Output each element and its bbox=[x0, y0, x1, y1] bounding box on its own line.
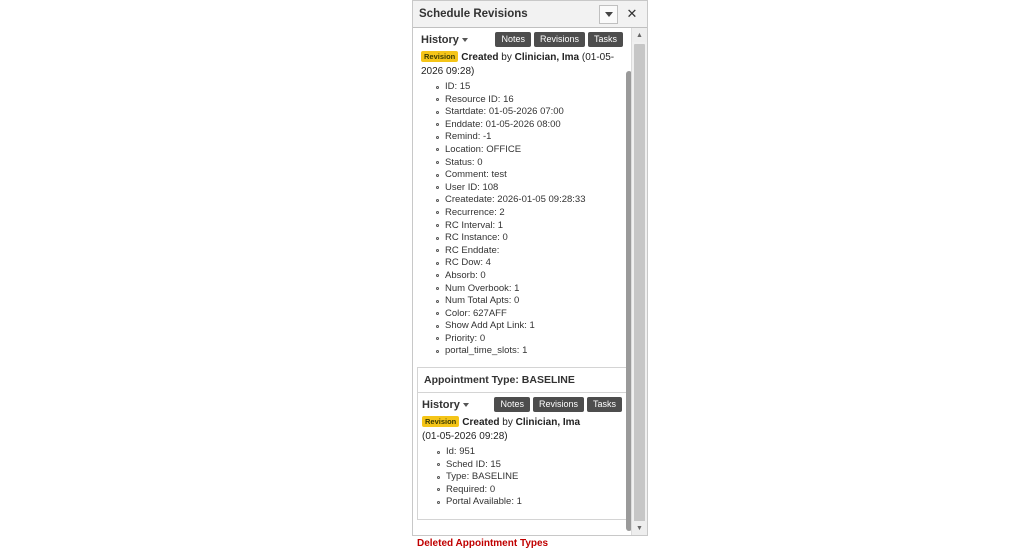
history-buttons-schedule bbox=[495, 32, 623, 47]
history-label-appointment[interactable] bbox=[422, 399, 494, 411]
revisions-button[interactable]: Revisions bbox=[534, 32, 585, 47]
close-icon[interactable]: ✕ bbox=[626, 6, 638, 21]
list-item: Resource ID: 16 bbox=[445, 94, 627, 107]
list-item: Show Add Apt Link: 1 bbox=[445, 320, 627, 333]
history-label-schedule[interactable] bbox=[421, 34, 495, 46]
list-item: Recurrence: 2 bbox=[445, 207, 627, 220]
list-item: RC Enddate: bbox=[445, 245, 627, 258]
history-toolbar-schedule bbox=[417, 28, 627, 49]
list-item: Createdate: 2026-01-05 09:28:33 bbox=[445, 194, 627, 207]
list-item: Remind: -1 bbox=[445, 131, 627, 144]
list-item: Required: 0 bbox=[446, 484, 626, 497]
revision-by-text: by bbox=[498, 52, 515, 63]
appointment-field-list bbox=[418, 446, 626, 509]
schedule-field-list bbox=[417, 81, 627, 358]
notes-button[interactable]: Notes bbox=[495, 32, 531, 47]
list-item: Num Overbook: 1 bbox=[445, 283, 627, 296]
list-item: Status: 0 bbox=[445, 157, 627, 170]
list-item: Enddate: 01-05-2026 08:00 bbox=[445, 119, 627, 132]
appointment-type-header: Appointment Type: BASELINE bbox=[417, 367, 627, 392]
list-item: Num Total Apts: 0 bbox=[445, 295, 627, 308]
revision-date: (01-05-2026 09:28) bbox=[421, 52, 615, 77]
tasks-button[interactable]: Tasks bbox=[588, 32, 623, 47]
revisions-button[interactable]: Revisions bbox=[533, 397, 584, 412]
list-item: ID: 15 bbox=[445, 81, 627, 94]
panel-titlebar bbox=[413, 1, 647, 28]
panel-scrollbar-thumb[interactable] bbox=[634, 44, 645, 524]
scroll-up-arrow-icon[interactable]: ▲ bbox=[632, 28, 647, 42]
revision-action: Created bbox=[461, 52, 499, 63]
appointment-type-card bbox=[417, 392, 627, 520]
status-badge: Revision bbox=[422, 416, 459, 427]
list-item: portal_time_slots: 1 bbox=[445, 345, 627, 358]
panel-body bbox=[413, 28, 647, 550]
list-item: Location: OFFICE bbox=[445, 144, 627, 157]
revision-author: Clinician, Ima bbox=[515, 417, 581, 429]
page-title: Schedule Revisions bbox=[419, 8, 528, 20]
notes-button[interactable]: Notes bbox=[494, 397, 530, 412]
revision-entry-appointment bbox=[418, 414, 626, 443]
list-item: RC Instance: 0 bbox=[445, 232, 627, 245]
revision-author: Clinician, Ima bbox=[514, 52, 580, 63]
chevron-down-icon bbox=[463, 403, 469, 407]
history-text-schedule: History bbox=[421, 33, 459, 46]
chevron-down-icon[interactable] bbox=[599, 5, 618, 24]
revision-action: Created bbox=[462, 417, 500, 429]
history-text-appointment: History bbox=[422, 398, 460, 411]
list-item: RC Interval: 1 bbox=[445, 220, 627, 233]
schedule-revisions-panel bbox=[412, 0, 648, 550]
scroll-down-arrow-icon[interactable]: ▼ bbox=[632, 521, 647, 535]
chevron-down-icon bbox=[462, 38, 468, 42]
list-item: Id: 951 bbox=[446, 446, 626, 459]
deleted-appointment-types-label: Deleted Appointment Types bbox=[417, 538, 549, 550]
list-item: Startdate: 01-05-2026 07:00 bbox=[445, 106, 627, 119]
status-badge: Revision bbox=[421, 51, 458, 62]
list-item: Sched ID: 15 bbox=[446, 459, 626, 472]
list-item: RC Dow: 4 bbox=[445, 257, 627, 270]
revision-date: (01-05-2026 09:28) bbox=[422, 430, 508, 442]
list-item: Color: 627AFF bbox=[445, 308, 627, 321]
history-toolbar-appointment bbox=[418, 393, 626, 414]
history-buttons-appointment bbox=[494, 397, 622, 412]
list-item: Absorb: 0 bbox=[445, 270, 627, 283]
schedule-revision-card bbox=[417, 28, 627, 358]
revisions-scroll-content bbox=[413, 28, 633, 550]
revision-by-text: by bbox=[499, 417, 516, 429]
list-item: Priority: 0 bbox=[445, 333, 627, 346]
revision-entry-schedule bbox=[417, 49, 627, 78]
list-item: Comment: test bbox=[445, 169, 627, 182]
list-item: User ID: 108 bbox=[445, 182, 627, 195]
list-item: Type: BASELINE bbox=[446, 471, 626, 484]
panel-scrollbar[interactable] bbox=[631, 28, 647, 535]
list-item: Portal Available: 1 bbox=[446, 496, 626, 509]
tasks-button[interactable]: Tasks bbox=[587, 397, 622, 412]
